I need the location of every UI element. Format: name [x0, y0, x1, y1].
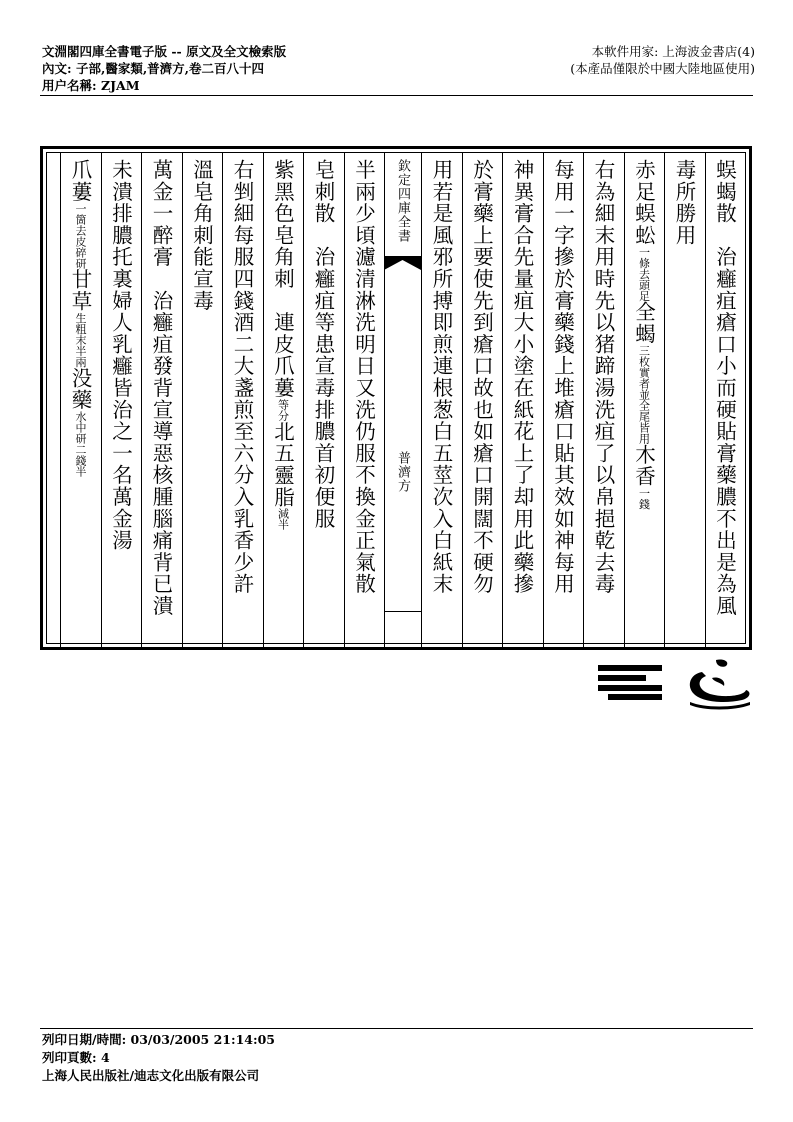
text-column — [305, 159, 341, 647]
center-fold — [384, 153, 421, 649]
text-segment: 半兩少頃濾清淋洗明日又洗仍服不換金正氣散 — [351, 159, 376, 595]
footer-print-datetime: 列印日期/時間: 03/03/2005 21:14:05 — [42, 1032, 276, 1047]
center-rule — [384, 611, 421, 612]
column-rule — [624, 153, 625, 649]
column-rule — [222, 153, 223, 649]
column-rule — [263, 153, 264, 649]
text-column — [585, 159, 621, 647]
text-segment: 甘草 — [68, 268, 92, 313]
header-user: 用户名稱: ZJAM — [42, 78, 140, 93]
text-segment: 未潰排膿托裏婦人乳癰皆治之一名萬金湯 — [108, 159, 133, 552]
text-segment: 於膏藥上要使先到瘡口故也如瘡口開闊不硬勿 — [469, 159, 494, 595]
annotation-note: 一箇去皮碎研 — [74, 202, 87, 269]
header-right — [570, 43, 755, 77]
text-column — [666, 159, 702, 647]
column-rule — [60, 153, 61, 649]
header-title: 文淵閣四庫全書電子版 -- 原文及全文檢索版 — [42, 44, 287, 59]
footer-divider — [40, 1028, 753, 1029]
footer-page-count: 列印頁數: 4 — [42, 1050, 110, 1065]
text-segment: 北五靈脂 — [270, 420, 295, 509]
footer — [42, 1031, 275, 1085]
page-frame — [40, 146, 752, 650]
column-rule — [502, 153, 503, 649]
column-rule — [384, 153, 385, 649]
annotation-note: 一錢 — [637, 487, 651, 510]
text-segment: 蜈蝎散 治癰疽瘡口小而硬貼膏藥膿不出是為風 — [712, 159, 737, 617]
text-column — [184, 159, 220, 647]
column-rule — [182, 153, 183, 649]
text-column — [626, 159, 662, 647]
text-segment: 神異膏合先量疽大小塗在紙花上了却用此藥摻 — [510, 159, 534, 595]
column-rule — [664, 153, 665, 649]
header-left — [42, 43, 286, 94]
text-column — [346, 159, 382, 647]
text-segment: 皂刺散 治癰疽等患宣毒排膿首初便服 — [311, 159, 335, 530]
column-rule — [101, 153, 102, 649]
text-segment: 赤足蜈蚣 — [631, 159, 656, 247]
annotation-note: 生粗末半兩 — [74, 312, 87, 368]
annotation-note: 三枚實者並全尾皆用 — [637, 344, 651, 444]
text-column — [504, 159, 540, 647]
text-segment: 没藥 — [68, 367, 92, 411]
annotation-note: 等分 — [276, 398, 290, 421]
header-divider — [40, 95, 753, 96]
annotation-note: 一條去頭足 — [637, 246, 651, 302]
text-column — [707, 159, 743, 647]
annotation-note: 減半 — [276, 508, 290, 531]
text-column — [423, 159, 459, 647]
text-segment: 爪蔞 — [68, 159, 92, 203]
column-rule — [583, 153, 584, 649]
column-rule — [462, 153, 463, 649]
text-column — [62, 159, 98, 647]
column-rule — [344, 153, 345, 649]
annotation-note: 水中研二錢半 — [74, 410, 87, 477]
text-column — [103, 159, 139, 647]
section-title: 普濟方 — [395, 451, 410, 493]
publisher-logo — [594, 656, 754, 712]
text-column — [143, 159, 179, 647]
header-licensee: 本軟件用家: 上海波金書店(4) — [591, 44, 755, 59]
fish-tail-mark — [384, 256, 421, 270]
text-column — [464, 159, 500, 647]
text-segment: 右為細末用時先以猪蹄湯洗疽了以帛挹乾去毒 — [591, 159, 615, 595]
text-segment: 萬金一醉膏 治癰疽發背宣導惡核腫腦痛背已潰 — [149, 159, 173, 617]
column-rule — [705, 153, 706, 649]
text-segment: 右剉細每服四錢酒二大盞煎至六分入乳香少許 — [230, 159, 254, 595]
text-panel — [46, 152, 746, 644]
text-segment: 紫黑色皂角刺 連皮爪蔞 — [270, 159, 295, 399]
text-segment: 木香 — [631, 443, 656, 488]
text-segment: 溫皂角刺能宣毒 — [189, 159, 214, 312]
text-column — [224, 159, 260, 647]
text-segment: 用若是風邪所搏即煎連根葱白五莖次入白紙末 — [429, 159, 453, 595]
text-segment: 每用一字摻於膏藥錢上堆瘡口貼其效如神每用 — [550, 159, 575, 595]
column-rule — [303, 153, 304, 649]
footer-publisher: 上海人民出版社/迪志文化出版有限公司 — [42, 1068, 260, 1083]
text-segment: 毒所勝用 — [672, 159, 696, 247]
column-rule — [141, 153, 142, 649]
text-column — [265, 159, 301, 647]
book-title: 欽定四庫全書 — [395, 159, 410, 243]
column-rule — [421, 153, 422, 649]
text-segment: 全蝎 — [631, 301, 656, 345]
column-rule — [543, 153, 544, 649]
header-content-path: 內文: 子部,醫家類,普濟方,卷二百八十四 — [42, 61, 265, 76]
header-region-note: (本產品僅限於中國大陸地區使用) — [570, 61, 755, 76]
text-column — [545, 159, 581, 647]
